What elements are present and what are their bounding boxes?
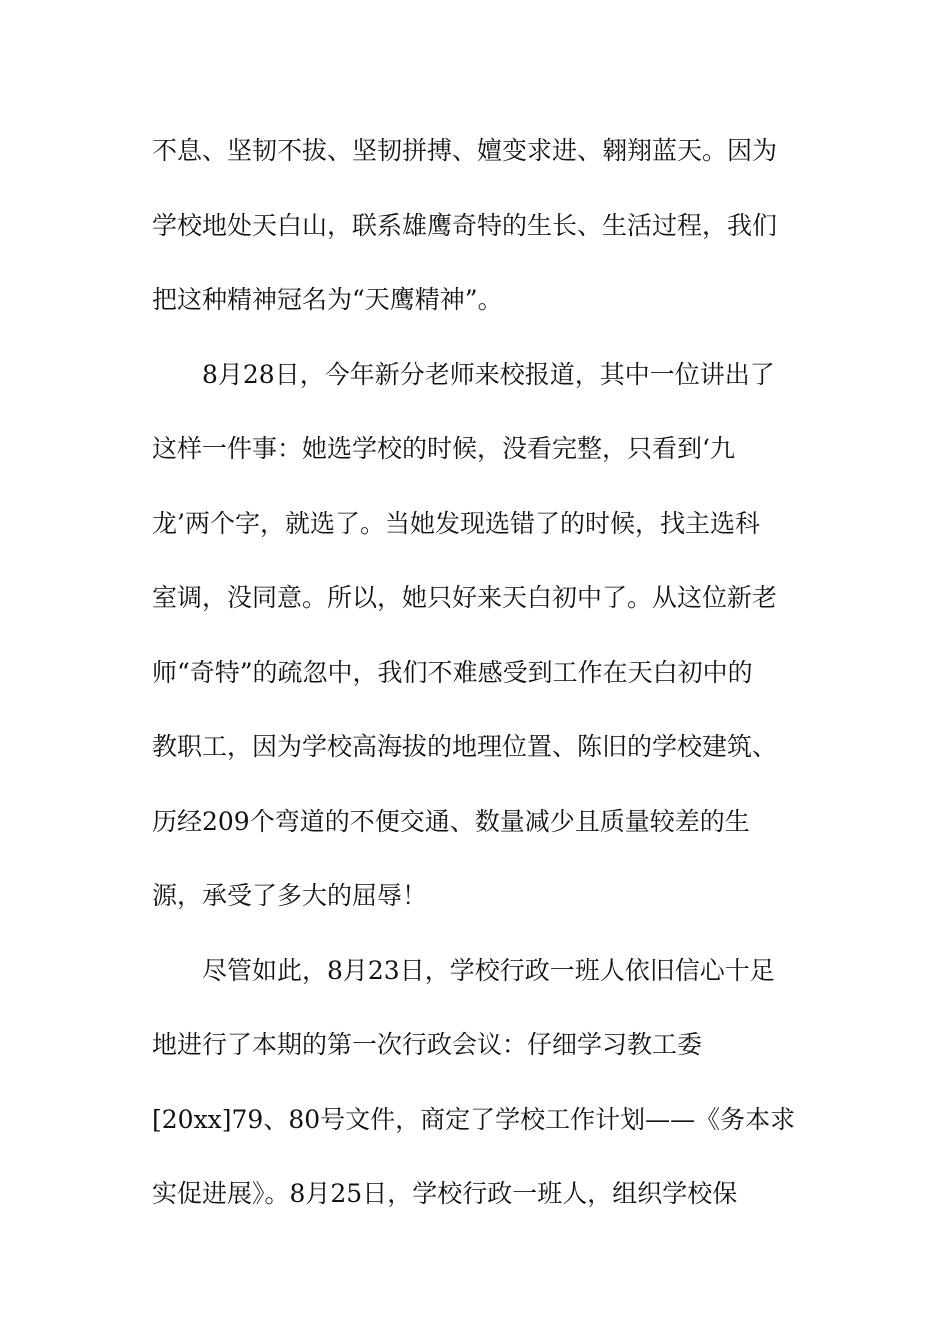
text-line: 不息、坚韧不拔、坚韧拼搏、嬗变求进、翱翔蓝天。因为 (152, 136, 778, 165)
text-line: 师“奇特”的疏忽中，我们不难感受到工作在天白初中的 (152, 657, 753, 687)
text-line: 室调，没同意。所以，她只好来天白初中了。从这位新老 (152, 583, 778, 612)
text-line: 地进行了本期的第一次行政会议：仔细学习教工委 (152, 1030, 703, 1059)
text-line: 实促进展》。8月25日，学校行政一班人，组织学校保 (152, 1179, 738, 1208)
text-line: 这样一件事：她选学校的时候，没看完整，只看到‘九 (152, 434, 735, 463)
text-line: 源，承受了多大的屈辱！ (152, 881, 428, 910)
text-line: 把这种精神冠名为“天鹰精神”。 (152, 285, 503, 314)
paragraph-start-line: 8月28日，今年新分老师来校报道，其中一位讲出了 (202, 359, 775, 389)
paragraph-start-line: 尽管如此，8月23日，学校行政一班人依旧信心十足 (202, 955, 775, 985)
text-line: [20xx]79、80号文件，商定了学校工作计划——《务本求 (152, 1104, 796, 1134)
text-line: 历经209个弯道的不便交通、数量减少且质量较差的生 (152, 806, 750, 836)
body-text (152, 126, 802, 1244)
text-line: 龙’两个字，就选了。当她发现选错了的时候，找主选科 (152, 508, 760, 538)
text-line: 学校地处天白山，联系雄鹰奇特的生长、生活过程，我们 (152, 210, 778, 240)
text-line: 教职工，因为学校高海拔的地理位置、陈旧的学校建筑、 (152, 732, 778, 761)
